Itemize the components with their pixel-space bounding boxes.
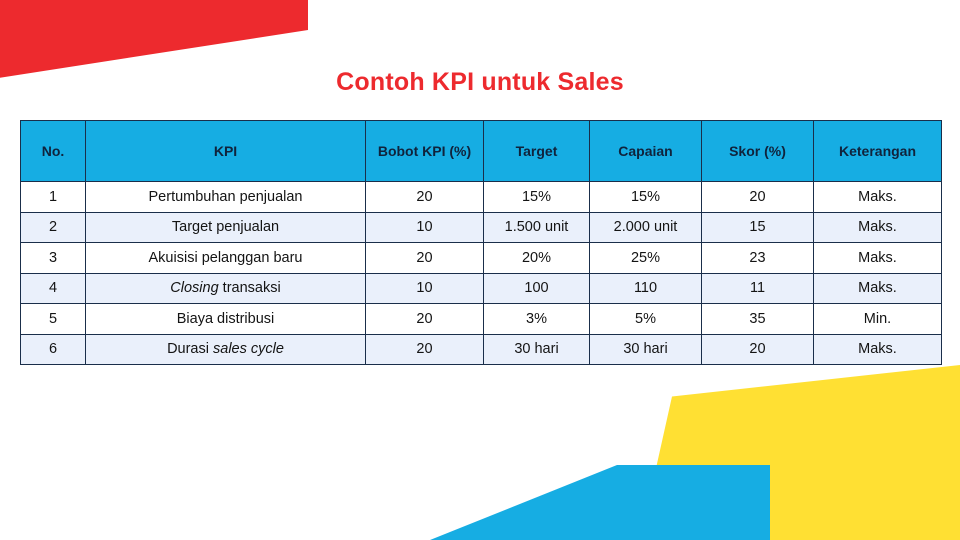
cell-kpi bbox=[86, 304, 366, 335]
decoration-yellow-shape bbox=[640, 365, 960, 540]
cell-skor: 35 bbox=[702, 304, 814, 335]
decoration-red-shape bbox=[0, 0, 308, 78]
cell-kpi bbox=[86, 182, 366, 213]
cell-kpi-italic: Closing bbox=[170, 280, 219, 297]
column-header-kpi: KPI bbox=[86, 121, 366, 182]
cell-skor: 15 bbox=[702, 212, 814, 243]
column-header-bobot: Bobot KPI (%) bbox=[366, 121, 484, 182]
column-header-skor: Skor (%) bbox=[702, 121, 814, 182]
column-header-target: Target bbox=[484, 121, 590, 182]
cell-skor: 20 bbox=[702, 334, 814, 365]
cell-bobot: 10 bbox=[366, 212, 484, 243]
cell-keterangan: Maks. bbox=[814, 182, 942, 213]
cell-capaian: 110 bbox=[590, 273, 702, 304]
cell-skor: 23 bbox=[702, 243, 814, 274]
cell-capaian: 15% bbox=[590, 182, 702, 213]
cell-no: 4 bbox=[21, 273, 86, 304]
table-row bbox=[21, 243, 942, 274]
cell-skor: 11 bbox=[702, 273, 814, 304]
cell-target: 1.500 unit bbox=[484, 212, 590, 243]
cell-capaian: 30 hari bbox=[590, 334, 702, 365]
page-title: Contoh KPI untuk Sales bbox=[336, 68, 624, 96]
cell-no: 6 bbox=[21, 334, 86, 365]
table-row bbox=[21, 334, 942, 365]
cell-bobot: 20 bbox=[366, 182, 484, 213]
cell-keterangan: Min. bbox=[814, 304, 942, 335]
cell-skor: 20 bbox=[702, 182, 814, 213]
column-header-capaian: Capaian bbox=[590, 121, 702, 182]
cell-bobot: 20 bbox=[366, 334, 484, 365]
kpi-table bbox=[20, 120, 942, 365]
cell-kpi-text: Biaya distribusi bbox=[176, 310, 275, 327]
cell-kpi-text: Target penjualan bbox=[171, 219, 280, 236]
cell-target: 15% bbox=[484, 182, 590, 213]
cell-keterangan: Maks. bbox=[814, 273, 942, 304]
cell-target: 30 hari bbox=[484, 334, 590, 365]
cell-kpi bbox=[86, 243, 366, 274]
kpi-table-container bbox=[20, 120, 941, 365]
table-row bbox=[21, 182, 942, 213]
cell-capaian: 25% bbox=[590, 243, 702, 274]
cell-bobot: 20 bbox=[366, 243, 484, 274]
cell-bobot: 10 bbox=[366, 273, 484, 304]
cell-keterangan: Maks. bbox=[814, 212, 942, 243]
cell-kpi bbox=[86, 273, 366, 304]
cell-kpi-text: Akuisisi pelanggan baru bbox=[148, 249, 303, 266]
cell-no: 1 bbox=[21, 182, 86, 213]
cell-kpi bbox=[86, 212, 366, 243]
cell-kpi-italic: sales cycle bbox=[213, 341, 284, 358]
table-header-row bbox=[21, 121, 942, 182]
decoration-blue-shape bbox=[430, 465, 770, 540]
cell-kpi-text: Durasi bbox=[167, 341, 213, 358]
cell-target: 100 bbox=[484, 273, 590, 304]
column-header-keterangan: Keterangan bbox=[814, 121, 942, 182]
cell-kpi-text: Pertumbuhan penjualan bbox=[148, 188, 303, 205]
cell-target: 20% bbox=[484, 243, 590, 274]
table-row bbox=[21, 304, 942, 335]
table-row bbox=[21, 273, 942, 304]
table-row bbox=[21, 212, 942, 243]
cell-no: 3 bbox=[21, 243, 86, 274]
cell-kpi bbox=[86, 334, 366, 365]
column-header-no: No. bbox=[21, 121, 86, 182]
cell-no: 5 bbox=[21, 304, 86, 335]
cell-capaian: 2.000 unit bbox=[590, 212, 702, 243]
cell-target: 3% bbox=[484, 304, 590, 335]
cell-keterangan: Maks. bbox=[814, 243, 942, 274]
cell-keterangan: Maks. bbox=[814, 334, 942, 365]
cell-capaian: 5% bbox=[590, 304, 702, 335]
cell-bobot: 20 bbox=[366, 304, 484, 335]
cell-no: 2 bbox=[21, 212, 86, 243]
cell-kpi-tail: transaksi bbox=[218, 280, 281, 297]
